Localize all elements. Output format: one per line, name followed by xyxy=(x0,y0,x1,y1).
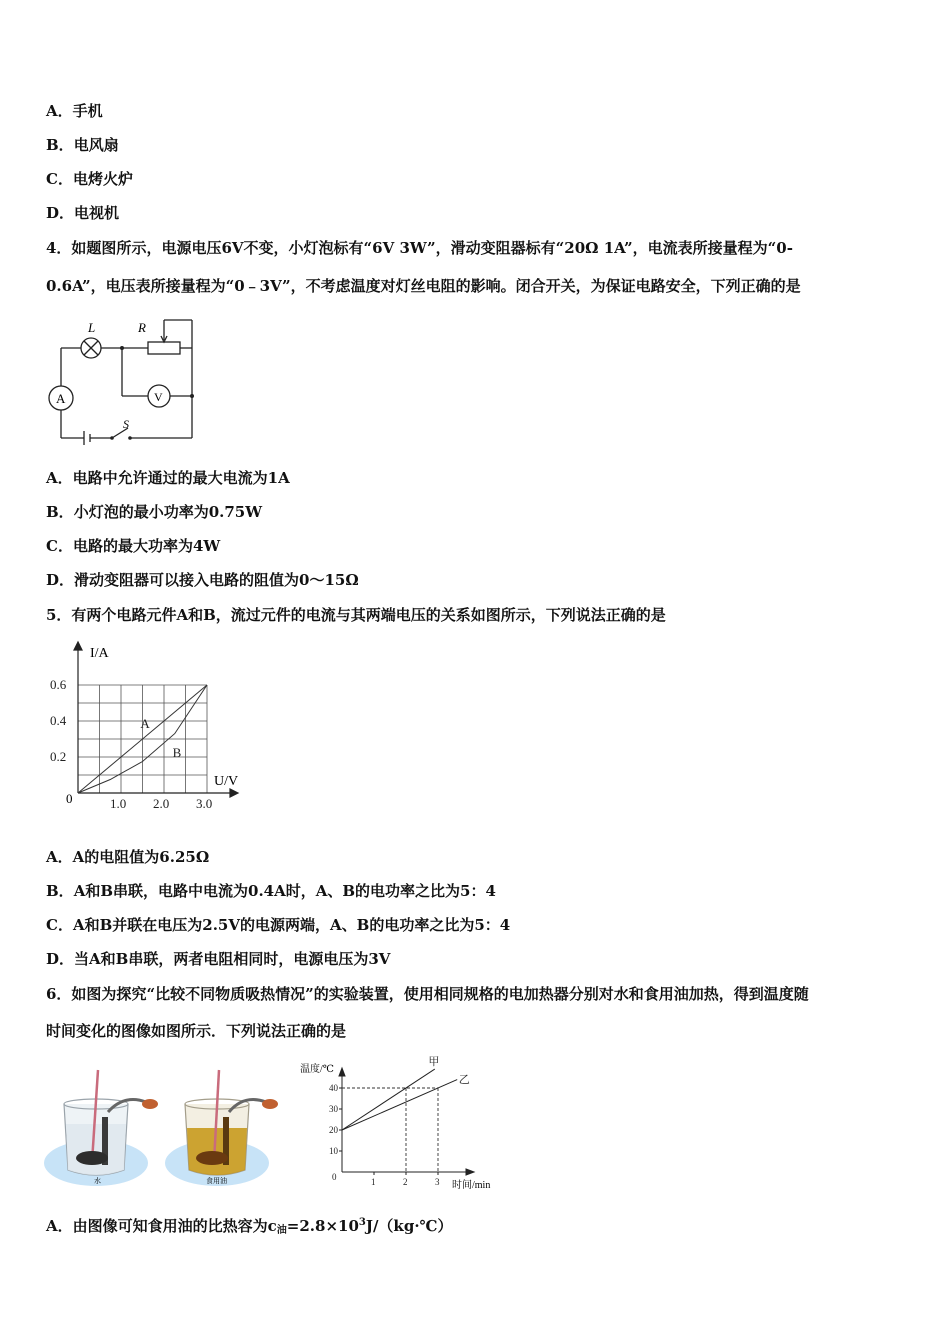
temp-xlabel: 时间/min xyxy=(452,1180,491,1191)
q5-option-a: A．A的电阻值为6.25Ω xyxy=(46,848,210,866)
q3-option-c: C．电烤火炉 xyxy=(46,170,133,188)
beaker-photo xyxy=(44,1062,304,1192)
y-tick-label: 0.2 xyxy=(50,749,67,764)
x-tick-label: 1.0 xyxy=(110,796,127,811)
series-label-A: A xyxy=(140,716,150,732)
iv-origin: 0 xyxy=(66,791,73,806)
iv-ylabel: I/A xyxy=(90,646,109,661)
lamp-label: L xyxy=(88,320,96,335)
rheostat-label: R xyxy=(138,320,146,335)
y-tick-label: 40 xyxy=(329,1083,338,1093)
ammeter-label: A xyxy=(56,391,66,406)
iv-xlabel: U/V xyxy=(214,774,239,789)
q6-stem-line2: 时间变化的图像如图所示．下列说法正确的是 xyxy=(46,1022,347,1040)
y-tick-label: 20 xyxy=(329,1125,338,1135)
iv-chart xyxy=(44,636,254,816)
q4-stem-line2: 0.6A”，电压表所接量程为“0﹣3V”，不考虑温度对灯丝电阻的影响。闭合开关，为保证电路安全，下列正确的是 xyxy=(46,277,801,295)
temperature-chart xyxy=(296,1052,500,1192)
q5-stem: 5．有两个电路元件A和B，流过元件的电流与其两端电压的关系如图所示，下列说法正确的是 xyxy=(46,606,666,624)
q4-option-a: A．电路中允许通过的最大电流为1A xyxy=(46,469,290,487)
q4-stem-line1: 4．如题图所示，电源电压6V不变，小灯泡标有“6V 3W”，滑动变阻器标有“20Ω 1A”，电流表所接量程为“0- xyxy=(46,239,793,257)
q3-option-d: D．电视机 xyxy=(46,204,120,222)
series-label-乙: 乙 xyxy=(458,1074,470,1086)
x-tick-label: 2 xyxy=(403,1177,408,1187)
temp-ylabel: 温度/℃ xyxy=(300,1064,334,1075)
series-label-B: B xyxy=(172,745,182,760)
y-tick-label: 0.6 xyxy=(50,677,67,692)
switch-label: S xyxy=(123,417,129,431)
q4-circuit-diagram xyxy=(44,316,204,448)
x-tick-label: 3.0 xyxy=(196,796,213,811)
x-tick-label: 3 xyxy=(435,1177,440,1187)
x-tick-label: 2.0 xyxy=(153,796,170,811)
series-line-甲 xyxy=(342,1069,435,1130)
water-label: 水 xyxy=(94,1177,101,1185)
y-tick-label: 30 xyxy=(329,1104,338,1114)
q4-option-d: D．滑动变阻器可以接入电路的阻值为0～15Ω xyxy=(46,571,359,589)
voltmeter-label: V xyxy=(154,390,163,404)
q5-option-b: B．A和B串联，电路中电流为0.4A时，A、B的电功率之比为5：4 xyxy=(46,882,496,900)
oil-label: 食用油 xyxy=(206,1177,227,1185)
q3-option-b: B．电风扇 xyxy=(46,136,119,154)
y-tick-label: 0.4 xyxy=(50,713,67,728)
q5-option-d: D．当A和B串联，两者电阻相同时，电源电压为3V xyxy=(46,950,391,968)
x-tick-label: 1 xyxy=(371,1177,376,1187)
q6-stem-line1: 6．如图为探究“比较不同物质吸热情况”的实验装置，使用相同规格的电加热器分别对水和食用油加热，得到温度随 xyxy=(46,985,809,1003)
q4-option-c: C．电路的最大功率为4W xyxy=(46,537,221,555)
origin-label: 0 xyxy=(332,1172,337,1182)
q4-option-b: B．小灯泡的最小功率为0.75W xyxy=(46,503,263,521)
series-line-乙 xyxy=(342,1080,457,1130)
series-label-甲: 甲 xyxy=(428,1056,440,1068)
q3-option-a: A．手机 xyxy=(46,102,103,120)
y-tick-label: 10 xyxy=(329,1146,338,1156)
q6-option-a: A．由图像可知食用油的比热容为$c_油=2.8\times 10^3J/(kg\cdot℃)$ xyxy=(46,1217,453,1236)
q5-option-c: C．A和B并联在电压为2.5V的电源两端，A、B的电功率之比为5：4 xyxy=(46,916,511,934)
